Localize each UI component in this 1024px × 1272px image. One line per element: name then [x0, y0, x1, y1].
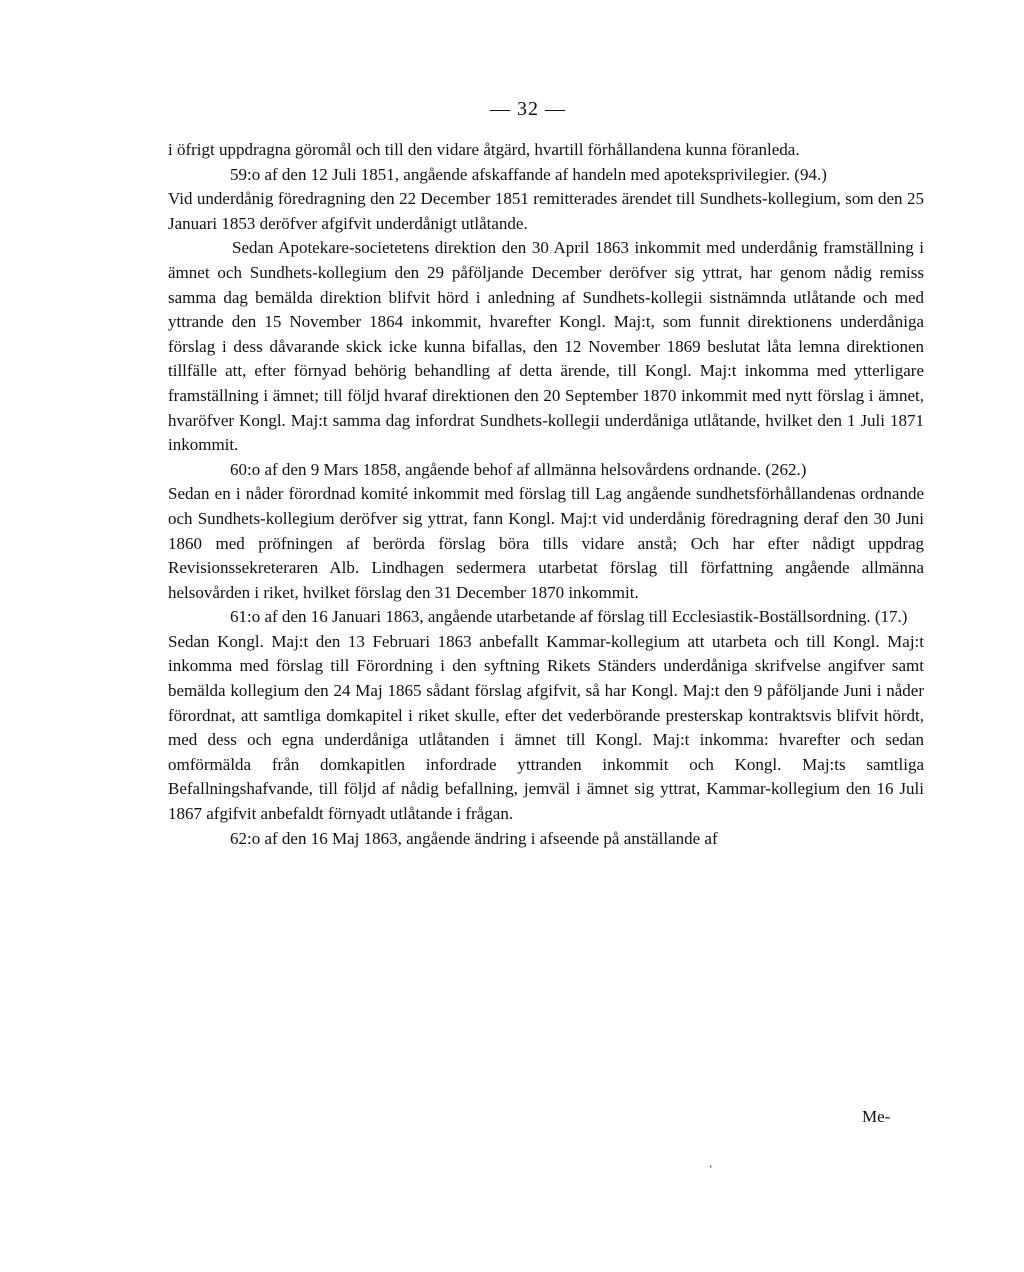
paragraph-intro: i öfrigt uppdragna göromål och till den vidare åtgärd, hvartill förhållandena kunna föranleda. [168, 140, 800, 159]
item-62 [168, 827, 924, 852]
body-text [168, 138, 924, 851]
item-60 [168, 458, 924, 483]
item-62-heading: 62:o af den 16 Maj 1863, angående ändring i afseende på anställande af [230, 828, 718, 848]
item-59 [168, 163, 924, 188]
paragraph-item-61: Sedan Kongl. Maj:t den 13 Februari 1863 anbefallt Kammar-kollegium att utarbeta och till Kongl. Maj:t inkomma med förslag till Förordning i den syftning Rikets Ständers underdåniga skrifvelse angifver samt bemälda kollegium den 24 Maj 1865 sådant förslag afgifvit, så har Kongl. Maj:t den 9 påföljande Juni i nåder förordnat, att samtliga domkapitel i riket skulle, efter det vederbörande presterskap kontraktsvis blifvit hördt, med dess och egna underdåniga utlåtanden i ämnet till Kongl. Maj:t inkomma: hvarefter och sedan omförmälda från domkapitlen infordrade yttranden inkommit och Kongl. Maj:ts samtliga Befallningshafvande, till följd af nådig befallning, jemväl i ämnet sig yttrat, Kammar-kollegium den 16 Juli 1867 afgifvit anbefaldt förnyadt utlåtande i frågan. [168, 631, 924, 824]
item-61 [168, 605, 924, 630]
paragraph-item-60: Sedan en i nåder förordnad komité inkommit med förslag till Lag angående sundhetsförhållandenas ordnande och Sundhets-kollegium deröfver sig yttrat, fann Kongl. Maj:t vid underdånig föredragning deraf den 30 Juni 1860 med pröfningen af berörda förslag böra tills vidare anstå; Och har efter nådigt uppdrag Revisionssekreteraren Alb. Lindhagen sedermera utarbetat förslag till författning angående allmänna helsovården i riket, hvilket förslag den 31 December 1870 inkommit. [168, 484, 924, 602]
item-60-heading: 60:o af den 9 Mars 1858, angående behof af allmänna helsovårdens ordnande. (262.) [230, 459, 807, 479]
ink-speck: ʻ [709, 1163, 713, 1175]
item-61-heading: 61:o af den 16 Januari 1863, angående utarbetande af förslag till Ecclesiastik-Boställsordning. (17.) [230, 607, 908, 627]
paragraph-item-59-b: Sedan Apotekare-societetens direktion den 30 April 1863 inkommit med underdånig framställning i ämnet och Sundhets-kollegium den 29 påföljande December deröfver sig yttrat, har genom nådig remiss samma dag bemälda direktion blifvit hörd i anledning af Sundhets-kollegii sistnämnda utlåtande och med yttrande den 15 November 1864 inkommit, hvarefter Kongl. Maj:t, som funnit direktionens underdåniga förslag i dess dåvarande skick icke kunna bifallas, den 12 November 1869 beslutat låta lemna direktionen tillfälle att, efter förnyad behörig behandling af detta ärende, till Kongl. Maj:t inkomma med ytterligare framställning i ämnet; till följd hvaraf direktionen den 20 September 1870 inkommit med nytt förslag i ämnet, hvaröfver Kongl. Maj:t samma dag infordrat Sundhets-kollegii underdåniga utlåtande, hvilket den 1 Juli 1871 inkommit. [168, 238, 924, 455]
catchword: Me- [862, 1107, 891, 1126]
item-59-heading: 59:o af den 12 Juli 1851, angående afskaffande af handeln med apoteksprivilegier. (94.) [230, 164, 827, 184]
paragraph-item-59-a: Vid underdånig föredragning den 22 December 1851 remitterades ärendet till Sundhets-kollegium, som den 25 Januari 1853 deröfver afgifvit underdånigt utlåtande. [168, 189, 924, 233]
page-number: — 32 — [490, 98, 566, 120]
